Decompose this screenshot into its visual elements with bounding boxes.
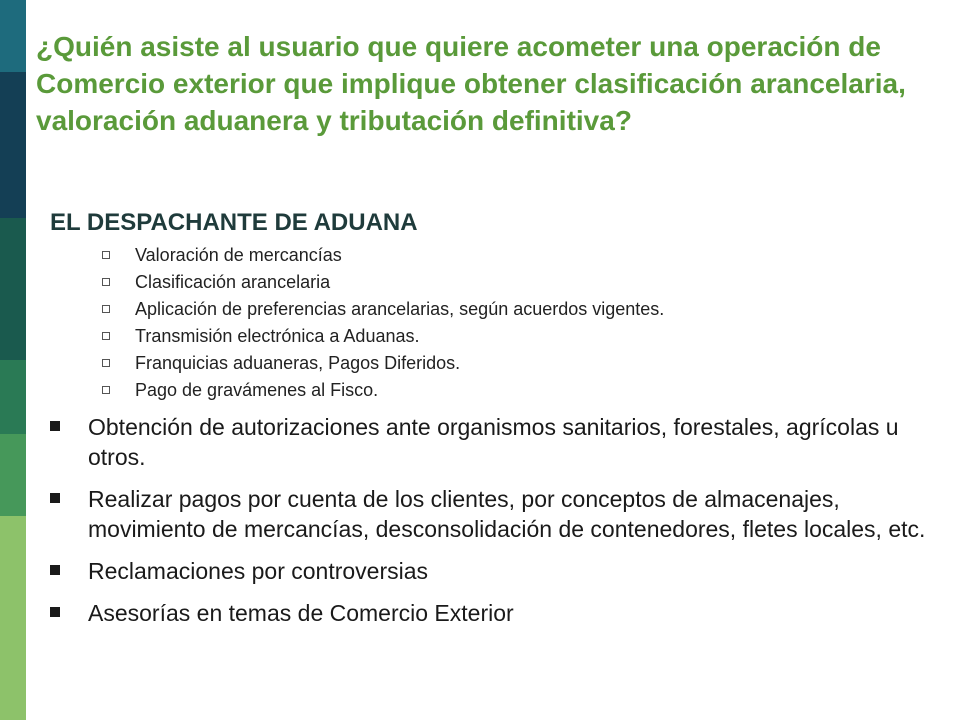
bar-segment bbox=[0, 434, 26, 516]
square-bullet-icon bbox=[102, 359, 110, 367]
bar-segment bbox=[0, 516, 26, 720]
list-item: Pago de gravámenes al Fisco. bbox=[102, 377, 930, 404]
square-bullet-icon bbox=[102, 305, 110, 313]
list-item: Obtención de autorizaciones ante organismos sanitarios, forestales, agrícolas u otros. bbox=[50, 412, 930, 472]
list-item: Reclamaciones por controversias bbox=[50, 556, 930, 586]
square-bullet-icon bbox=[102, 386, 110, 394]
filled-square-bullet-icon bbox=[50, 607, 60, 617]
bar-segment bbox=[0, 218, 26, 360]
main-bullet-list bbox=[50, 412, 930, 628]
list-item: Asesorías en temas de Comercio Exterior bbox=[50, 598, 930, 628]
list-item: Aplicación de preferencias arancelarias, según acuerdos vigentes. bbox=[102, 296, 930, 323]
bar-segment bbox=[0, 0, 26, 72]
filled-square-bullet-icon bbox=[50, 493, 60, 503]
square-bullet-icon bbox=[102, 251, 110, 259]
list-item: Transmisión electrónica a Aduanas. bbox=[102, 323, 930, 350]
filled-square-bullet-icon bbox=[50, 421, 60, 431]
filled-square-bullet-icon bbox=[50, 565, 60, 575]
list-item: Franquicias aduaneras, Pagos Diferidos. bbox=[102, 350, 930, 377]
side-color-bar bbox=[0, 0, 26, 720]
list-item: Valoración de mercancías bbox=[102, 242, 930, 269]
bar-segment bbox=[0, 72, 26, 218]
section-heading: EL DESPACHANTE DE ADUANA bbox=[50, 209, 418, 236]
slide-title: ¿Quién asiste al usuario que quiere acometer una operación de Comercio exterior que implique obtener clasificación arancelaria, valoración aduanera y tributación definitiva? bbox=[36, 31, 906, 136]
bar-segment bbox=[0, 360, 26, 434]
slide-content bbox=[50, 208, 930, 640]
list-item: Realizar pagos por cuenta de los clientes, por conceptos de almacenajes, movimiento de mercancías, desconsolidación de contenedores, fletes locales, etc. bbox=[50, 484, 930, 544]
square-bullet-icon bbox=[102, 332, 110, 340]
service-sublist bbox=[50, 242, 930, 404]
list-item: Clasificación arancelaria bbox=[102, 269, 930, 296]
square-bullet-icon bbox=[102, 278, 110, 286]
